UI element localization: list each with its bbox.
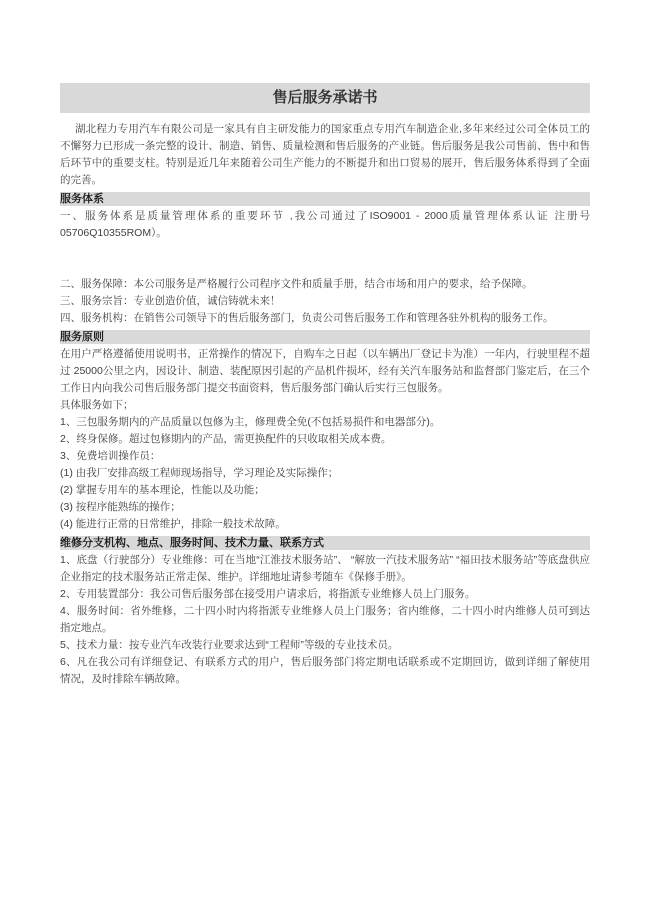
- list-sub-item: (3) 按程序能熟练的操作；: [60, 501, 181, 513]
- list-sub-item: (4) 能进行正常的日常维护，排除一般技术故障。: [60, 518, 286, 530]
- service-principles-paragraph: 在用户严格遵循使用说明书，正常操作的情况下，自购车之日起（以车辆出厂登记卡为准）一年内，行驶里程不超过 25000公里之内，因设计、制造、装配原因引起的产品机件损坏，经有关汽车服务站和监督部门鉴定后，在三个工作日内向我公司售后服务部门提交书面资料，售后服务部门确认后实行三包服务。: [60, 348, 590, 394]
- list-item: 5、技术力量：按专业汽车改装行业要求达到“工程师”等级的专业技术员。: [60, 639, 399, 651]
- list-item: 二、服务保障：本公司服务是严格履行公司程序文件和质量手册，结合市场和用户的要求，给予保障。: [60, 278, 533, 290]
- list-item: 三、服务宗旨：专业创造价值，诚信铸就未来！: [60, 295, 281, 307]
- list-sub-item: (1) 由我厂安排高级工程师现场指导，学习理论及实际操作；: [60, 467, 339, 479]
- sub-heading: 具体服务如下；: [60, 399, 134, 411]
- blank-spacer: [60, 242, 590, 276]
- page-title: 售后服务承诺书: [60, 83, 590, 113]
- list-item: 1、三包服务期内的产品质量以包修为主，修理费全免(不包括易损件和电器部分)。: [60, 416, 441, 428]
- list-item: 2、终身保修。超过包修期内的产品，需更换配件的只收取相关成本费。: [60, 433, 392, 445]
- list-sub-item: (2) 掌握专用车的基本理论，性能以及功能；: [60, 484, 265, 496]
- section-heading-service-principles: 服务原则: [60, 330, 590, 344]
- list-item: 3、免费培训操作员：: [60, 450, 161, 462]
- list-item: 四、服务机构：在销售公司领导下的售后服务部门，负责公司售后服务工作和管理各驻外机构的服务工作。: [60, 312, 554, 324]
- intro-paragraph: 湖北程力专用汽车有限公司是一家具有自主研发能力的国家重点专用汽车制造企业,多年来经过公司全体员工的不懈努力已形成一条完整的设计、制造、销售、质量检测和售后服务的产业链。售后服务是我公司售前、售中和售后环节中的重要支柱。特别是近几年来随着公司生产能力的不断提升和出口贸易的展开，售后服务体系得到了全面的完善。: [60, 123, 590, 186]
- list-item: 2、专用装置部分：我公司售后服务部在接受用户请求后，将指派专业维修人员上门服务。: [60, 588, 476, 600]
- section-heading-branches: 维修分支机构、地点、服务时间、技术力量、联系方式: [60, 536, 590, 550]
- section-heading-service-system: 服务体系: [60, 192, 590, 206]
- list-item: 1、底盘（行驶部分）专业维修：可在当地“江淮技术服务站”、 “解放一汽技术服务站” “福田技术服务站”等底盘供应企业指定的技术服务站正常走保、维护。详细地址请参考随车《保修手册》。: [60, 554, 590, 583]
- list-item: 6、凡在我公司有详细登记、有联系方式的用户，售后服务部门将定期电话联系或不定期回访，做到详细了解使用情况，及时排除车辆故障。: [60, 656, 590, 685]
- list-item: 4、服务时间：省外维修，二十四小时内将指派专业维修人员上门服务；省内维修，二十四小时内维修人员可到达指定地点。: [60, 605, 590, 634]
- list-item: 一、服务体系是质量管理体系的重要环节 ,我公司通过了ISO9001 - 2000质量管理体系认证 注册号05706Q10355ROM）。: [60, 210, 590, 239]
